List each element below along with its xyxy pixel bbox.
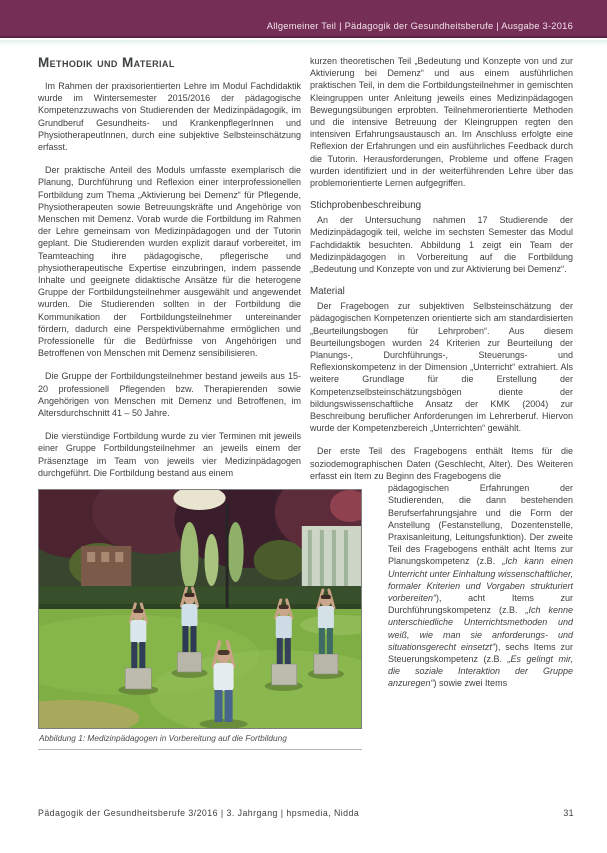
text-segment: ), sechs Items zur Steuerungskompetenz (z.B. xyxy=(388,641,574,664)
right-column xyxy=(310,55,573,750)
header-bar xyxy=(0,0,607,38)
header-title: Allgemeiner Teil | Pädagogik der Gesundheitsberufe | Ausgabe 3-2016 xyxy=(266,21,573,31)
paragraph-material: Der Fragebogen zur subjektiven Selbsteinschätzung der pädagogischen Kompetenzen orientierte sich am standardisierten „Beurteilungsbogen für Lehrproben“. Aus diesem Beurteilungsbogen wurden 24 Kriterien zur Beurteilung der Planungs-, Durchführungs-, Steuerungs- und Reflexionskompetenz in der Dimension „Unterricht“ extrahiert. Als weitere Grundlage für die Erstellung der Kompetenzselbsteinschätzungsbögen diente der bildungswissenschaftliche Ansatz der KMK (2004) zur Beschreibung beruflicher Anforderungen im Lehrerberuf. Hiervon wurde der Kompetenzbereich „Unterrichten“ gewählt. xyxy=(310,301,573,434)
paragraph-group: Die Gruppe der Fortbildungsteilnehmer bestand jeweils aus 15-20 professionell Pflegenden bzw. Therapierenden sowie Angehörigen von Menschen mit Demenz und Betroffenen, im Altersdurchschnitt 41 – 50 Jahre. xyxy=(38,371,301,419)
paragraph-questionnaire-intro: Der erste Teil des Fragebogens enthält Items für die soziodemographischen Daten (Geschlecht, Alter). Des Weiteren erfasst ein Item zu Beginn des Fragebogens die xyxy=(310,446,573,481)
paragraph-intro: Im Rahmen der praxisorientierten Lehre im Modul Fachdidaktik wurde im Wintersemester 2015/2016 der pädagogische Kompetenzzuwachs von Studierenden der Medizinpädagogik, im Grundberuf Gesundheits- und KrankenpflegerInnen und PhysiotherapeutInnen, durch eine subjektive Selbsteinschätzung erfasst. xyxy=(38,81,301,153)
italic-quote-interaction: „Es gelingt mir, die soziale Interaktion der Gruppe anzuregen“ xyxy=(388,653,573,689)
left-column xyxy=(38,55,301,750)
footer xyxy=(38,808,574,818)
footer-citation: Pädagogik der Gesundheitsberufe 3/2016 | 3. Jahrgang | hpsmedia, Nidda xyxy=(38,808,360,818)
header-accent-line xyxy=(0,40,607,46)
text-segment: ), acht Items zur Durchführungskompetenz (z.B. xyxy=(388,592,573,616)
subheading-sample-description: Stichprobenbeschreibung xyxy=(310,200,422,212)
figure-caption: Abbildung 1: Medizinpädagogen in Vorbereitung auf die Fortbildung xyxy=(38,729,362,750)
page-number: 31 xyxy=(563,808,574,818)
subheading-material: Material xyxy=(310,286,345,298)
text-segment: ) sowie zwei Items xyxy=(433,678,508,689)
text-segment: pädagogischen Erfahrungen der Studierenden, die dann bestehenden Berufserfahrungsjahre und die Form der Anstellung (Festanstellung, Dozentenstelle, Praxisanleitung, Leitungsfunktion). Der zweite Teil des Fragebogens enthält acht Items zur Planungskompetenz (z.B. xyxy=(388,483,573,567)
italic-quote-methods: „Ich kenne unterschiedliche Unterrichtsmethoden und weiß, wie man sie anforderungs- und situationsgerecht einsetzt“ xyxy=(388,605,573,652)
italic-quote-planning: „Ich kann einen Unterricht unter Einhaltung wissenschaftlicher, formaler Kriterien und Vorgaben strukturiert vorbereiten“ xyxy=(388,556,574,603)
paragraph-schedule: Die vierstündige Fortbildung wurde zu vier Terminen mit jeweils einer Gruppe Fortbildungsteilnehmer an jeweils einem der Präsenztage im Team von jeweils vier Medizinpädagogen durchgeführt. Die Fortbildung bestand aus einem xyxy=(38,431,301,478)
section-heading: Methodik und Material xyxy=(38,55,175,70)
article-content xyxy=(38,55,574,750)
paragraph-continuation: kurzen theoretischen Teil „Bedeutung und Konzepte von und zur Aktivierung bei Demenz“ und aus einem ausführlichen praktischen Teil, in dem die Fortbildungsteilnehmer in gemischten Kleingruppen unter Anleitung jeweils eines Medizinpädagogen Bewegungsübungen erprobten. Teilnehmerorientierte Methoden und die intensive Betreuung der Kleingruppen regten den intensiven Erfahrungsaustausch an. Im Anschluss erfolgte eine Reflexion der Erfahrungen und ein ausführliches Feedback durch die Tutorin. Herausforderungen, Probleme und offene Fragen wurden identifiziert und in der weiterführenden Lehre über das problemorientierte Lernen aufgegriffen. xyxy=(310,56,573,189)
paragraph-sample: An der Untersuchung nahmen 17 Studierende der Medizinpädagogik teil, welche im sechsten Semester das Modul Fachdidaktik besuchten. Abbildung 1 zeigt ein Team der Medizinpädagogen in Vorbereitung auf die Fortbildung „Bedeutung und Konzepte von und zur Aktivierung bei Demenz“. xyxy=(310,215,573,275)
paragraph-practical-part: Der praktische Anteil des Moduls umfasste exemplarisch die Planung, Durchführung und Reflexion einer interprofessionellen Fortbildung zum Thema „Aktivierung bei Demenz“ für Pflegende, Physiotherapeuten sowie Betreuungskräfte und Angehörige von Menschen mit Demenz. Vorab wurde die Fortbildung im Rahmen der Lehre gemeinsam von Medizinpädagogen und der Tutorin geplant. Die Studierenden wurden explizit darauf vorbereitet, im Teamteaching ihre pädagogische, pflegerische und physiotherapeutische Expertise einzubringen, indem passende Inhalte und geeignete didaktische Ansätze für die heterogene Gruppe der Fortbildungsteilnehmer ausgewählt und angewendet wurden. Die Studierenden sollten in der Fortbildung die Kommunikation der Fortbildungsteilnehmer untereinander fördern, dadurch eine Perspektivübernahme ermöglichen und Professionelle für die Bedürfnisse von Angehörigen und Betroffenen von Menschen mit Demenz sensibilisieren. xyxy=(38,165,301,359)
paragraph-questionnaire-wrapped xyxy=(388,482,573,689)
